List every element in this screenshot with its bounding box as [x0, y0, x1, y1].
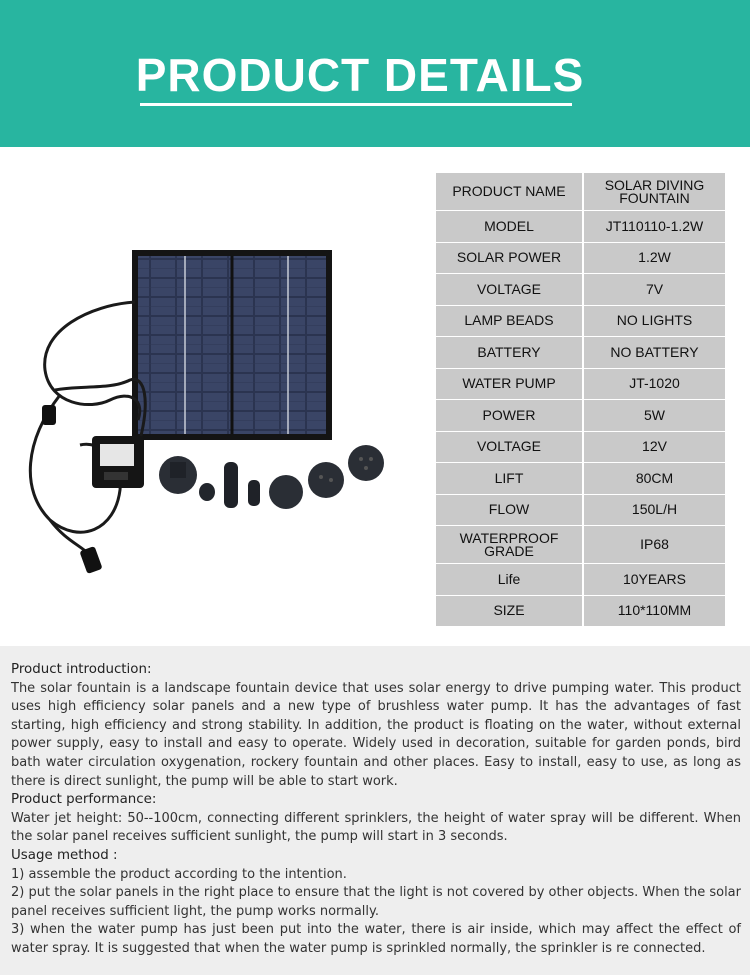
spec-row: [436, 243, 725, 275]
spec-row: [436, 596, 725, 628]
title-underline: [140, 103, 572, 106]
spec-row: [436, 463, 725, 495]
spec-label: VOLTAGE: [436, 274, 582, 305]
spec-value: SOLAR DIVING FOUNTAIN: [584, 173, 725, 210]
spec-value: 7V: [584, 274, 725, 305]
usage-step: 1) assemble the product according to the intention.: [11, 866, 347, 882]
spec-row: [436, 274, 725, 306]
spec-label: FLOW: [436, 495, 582, 526]
intro-heading: Product introduction:: [11, 662, 152, 677]
spec-row: [436, 400, 725, 432]
spec-row: [436, 432, 725, 464]
performance-paragraph: Water jet height: 50--100cm, connecting different sprinklers, the height of water spray will be different. When the solar panel receives sufficient sunlight, the pump will start in 3 seconds.: [11, 810, 741, 845]
spec-value: NO BATTERY: [584, 337, 725, 368]
usage-step: 2) put the solar panels in the right place to ensure that the light is not covered by other objects. When the solar panel receives sufficient light, the pump works normally.: [11, 885, 741, 919]
spec-row: [436, 369, 725, 401]
spec-row: [436, 306, 725, 338]
spec-value: NO LIGHTS: [584, 306, 725, 337]
usage-step: 3) when the water pump has just been put into the water, there is air inside, which may affect the effect of water spray. It is suggested that when the water pump is sprinkled normally, the sprinkler is re connected.: [11, 922, 741, 956]
intro-paragraph: The solar fountain is a landscape fountain device that uses solar energy to drive pumping water. This product uses high efficiency solar panels and a new type of brushless water pump. It has the advantages of fast starting, high efficiency and strong stability. In addition, the product is floating on the water, without external power supply, easy to install and easy to operate. Widely used in decoration, suitable for garden ponds, bird bath water circulation oxygenation, rockery fountain and other places. Easy to install, easy to use, as long as there is direct sunlight, the pump will be able to start work.: [11, 680, 741, 789]
spec-value: 150L/H: [584, 495, 725, 526]
spec-value: 1.2W: [584, 243, 725, 274]
spec-label: WATER PUMP: [436, 369, 582, 400]
spec-row: [436, 211, 725, 243]
spec-label: BATTERY: [436, 337, 582, 368]
spec-value: JT110110-1.2W: [584, 211, 725, 242]
spec-label: POWER: [436, 400, 582, 431]
spec-label: Life: [436, 564, 582, 595]
header-banner: [0, 0, 750, 147]
performance-heading: Product performance:: [11, 792, 157, 808]
spec-label: SOLAR POWER: [436, 243, 582, 274]
spec-row: [436, 564, 725, 596]
spec-label: VOLTAGE: [436, 432, 582, 463]
spec-label: MODEL: [436, 211, 582, 242]
description-text: [11, 661, 741, 959]
spec-value: 10YEARS: [584, 564, 725, 595]
spec-table: [436, 173, 725, 627]
spec-label: PRODUCT NAME: [436, 173, 582, 210]
spec-row: [436, 495, 725, 527]
spec-row: [436, 526, 725, 564]
solar-fountain-kit-icon: [20, 240, 390, 580]
page-title: PRODUCT DETAILS: [135, 49, 585, 101]
spec-row: [436, 337, 725, 369]
spec-value: 12V: [584, 432, 725, 463]
description-panel: [0, 646, 750, 975]
spec-label: SIZE: [436, 596, 582, 627]
spec-label: WATERPROOF GRADE: [436, 526, 582, 563]
spec-row: [436, 173, 725, 211]
spec-label: LAMP BEADS: [436, 306, 582, 337]
spec-value: JT-1020: [584, 369, 725, 400]
spec-value: 80CM: [584, 463, 725, 494]
spec-value: 5W: [584, 400, 725, 431]
spec-value: IP68: [584, 526, 725, 563]
spec-value: 110*110MM: [584, 596, 725, 627]
usage-heading: Usage method :: [11, 847, 118, 863]
spec-label: LIFT: [436, 463, 582, 494]
